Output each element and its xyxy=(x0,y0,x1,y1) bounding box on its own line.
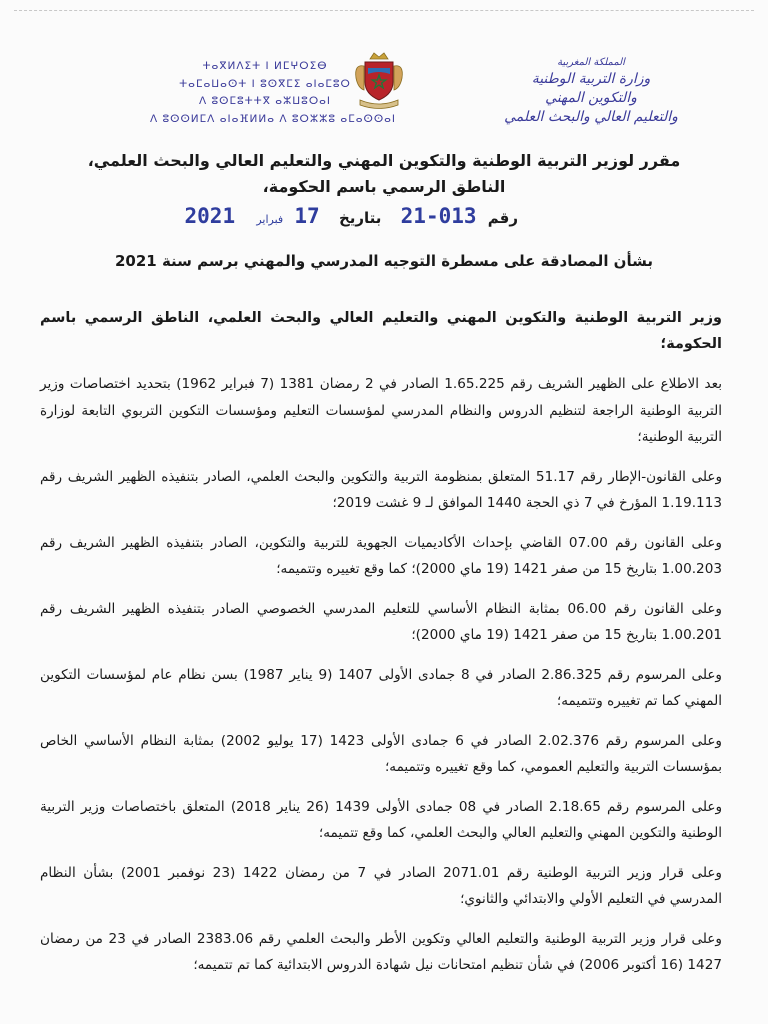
ref-number-stamp: 013-21 xyxy=(400,204,477,228)
decree-title-line1: مقرر لوزير التربية الوطنية والتكوين المهني والتعليم العالي والبحث العلمي، xyxy=(87,151,681,170)
page-top-rule xyxy=(14,10,754,11)
decree-body xyxy=(40,305,722,992)
paragraph: وعلى القانون رقم 07.00 القاضي بإحداث الأكاديميات الجهوية للتربية والتكوين، الصادر بتنفيذه الظهير الشريف رقم 1.00.203 بتاريخ 15 من صفر 1421 (19 ماي 2000)؛ كما وقع تغييره وتتميمه؛ xyxy=(40,534,722,577)
paragraph: وعلى القانون-الإطار رقم 51.17 المتعلق بمنظومة التربية والتكوين والبحث العلمي، الصادر بتنفيذه الظهير الشريف رقم 1.19.113 المؤرخ في 7 ذي الحجة 1440 الموافق لـ 9 غشت 2019؛ xyxy=(40,468,723,511)
date-label: بتاريخ xyxy=(338,209,382,227)
ministry-name-line3: والتعليم العالي والبحث العلمي xyxy=(504,109,678,125)
paragraph: وعلى قرار وزير التربية الوطنية والتعليم العالي وتكوين الأطر والبحث العلمي رقم 2383.06 الصادر في 23 من رمضان 1427 (16 أكتوبر 2006) في شأن تنظيم امتحانات نيل شهادة الدروس الابتدائية كما تم تتميمه؛ xyxy=(40,930,722,973)
preamble: وزير التربية الوطنية والتكوين المهني والتعليم العالي والبحث العلمي، الناطق الرسمي باسم الحكومة؛ xyxy=(40,310,722,352)
paragraph: بعد الاطلاع على الظهير الشريف رقم 1.65.225 الصادر في 2 رمضان 1381 (7 فبراير 1962) بتحديد اختصاصات وزير التربية الوطنية الراجعة لتنظيم الدروس والنظام المدرسي لمؤسسات التعليم ومؤسسات التكوين التربوي التابعة لوزارة التربية الوطنية؛ xyxy=(40,376,723,445)
paragraph: وعلى المرسوم رقم 2.18.65 الصادر في 08 جمادى الأولى 1439 (26 يناير 2018) المتعلق باختصاصات وزير التربية الوطنية والتكوين المهني والتعليم العالي والبحث العلمي، كما وقع تتميمه؛ xyxy=(40,798,723,841)
ref-label: رقم xyxy=(487,209,518,227)
date-day-stamp: 17 xyxy=(294,204,320,228)
kingdom-label: المملكة المغربية xyxy=(557,57,625,68)
decree-title-line2: الناطق الرسمي باسم الحكومة، xyxy=(262,177,506,196)
decree-subject: بشأن المصادقة على مسطرة التوجيه المدرسي والمهني برسم سنة 2021 xyxy=(114,252,654,270)
ministry-header-tifinagh xyxy=(150,58,397,128)
paragraph: وعلى المرسوم رقم 2.02.376 الصادر في 6 جمادى الأولى 1423 (17 يوليو 2002) بمثابة النظام الأساسي الخاص بمؤسسات التربية والتعليم العمومي، كما وقع تغييره وتتميمه؛ xyxy=(40,732,722,775)
paragraph: وعلى المرسوم رقم 2.86.325 الصادر في 8 جمادى الأولى 1407 (9 يناير 1987) بسن نظام عام لمؤسسات التكوين المهني كما تم تغييره وتتميمه؛ xyxy=(40,666,722,709)
tifinagh-line2: ⵜⴰⵎⴰⵡⴰⵙⵜ ⵏ ⵓⵙⴳⵎⵉ ⴰⵏⴰⵎⵓⵔ xyxy=(179,77,351,90)
ministry-name-line2: والتكوين المهني xyxy=(545,90,637,106)
ministry-header-arabic xyxy=(486,56,696,127)
reference-date-line xyxy=(179,204,518,228)
date-year-stamp: 2021 xyxy=(184,204,236,228)
ministry-name-line1: وزارة التربية الوطنية xyxy=(531,71,651,87)
tifinagh-line3: ⴷ ⵓⵙⵎⵓⵜⵜⴳ ⴰⵣⵡⵓⵔⴰⵏ xyxy=(198,95,332,107)
tifinagh-line1: ⵜⴰⴳⵍⴷⵉⵜ ⵏ ⵍⵎⵖⵔⵉⴱ xyxy=(202,60,328,72)
paragraph: وعلى القانون رقم 06.00 بمثابة النظام الأساسي للتعليم المدرسي الخصوصي الصادر بتنفيذه الظهير الشريف رقم 1.00.201 بتاريخ 15 من صفر 1421 (19 ماي 2000)؛ xyxy=(40,600,723,643)
decree-title xyxy=(60,148,708,200)
tifinagh-line4: ⴷ ⵓⵙⵙⵍⵎⴷ ⴰⵏⴰⴼⵍⵍⴰ ⴷ ⵓⵔⵣⵣⵓ ⴰⵎⴰⵙⵙⴰⵏ xyxy=(150,112,397,125)
paragraph: وعلى قرار وزير التربية الوطنية رقم 2071.01 الصادر في 7 من رمضان 1422 (23 نوفمبر 2001) بشأن النظام المدرسي في التعليم الأولي والابتدائي والثانوي؛ xyxy=(40,864,722,907)
date-month-stamp: فبراير xyxy=(256,213,284,226)
